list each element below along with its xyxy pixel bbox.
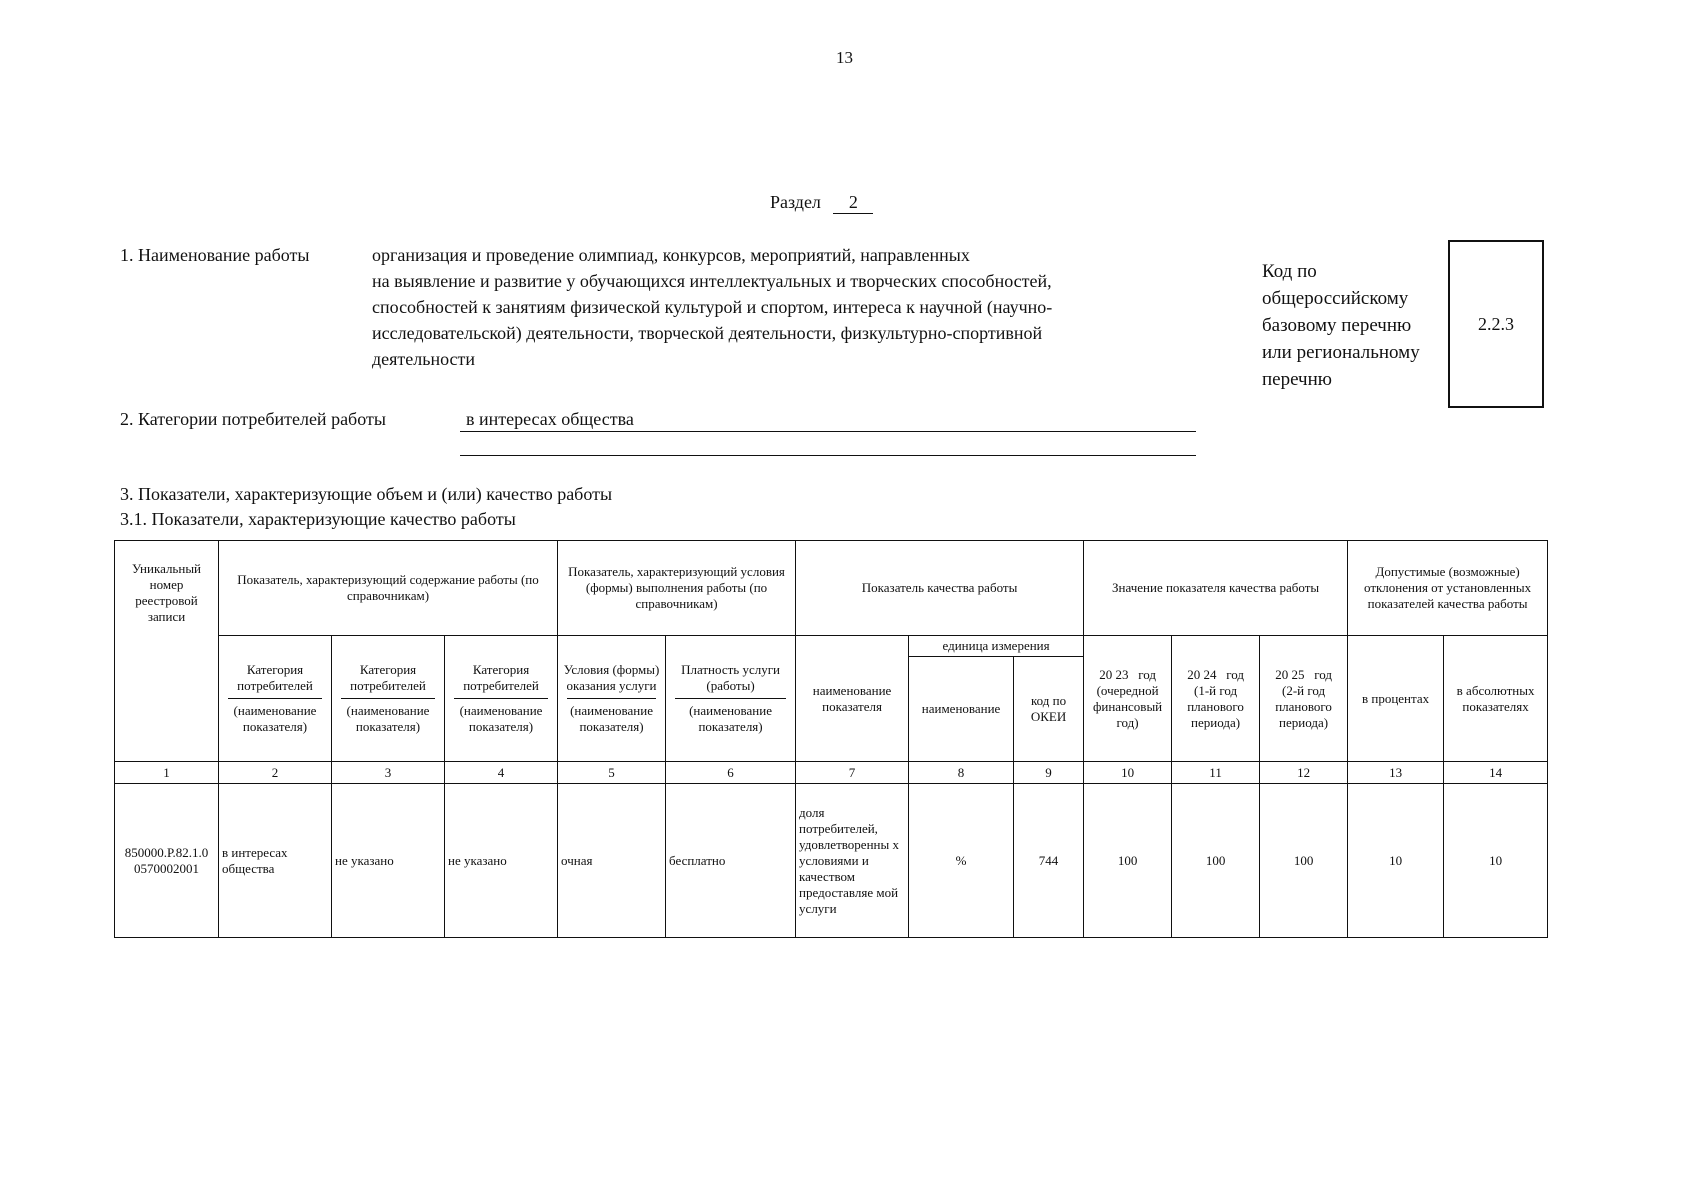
indicator-name-caption: (наименование показателя) xyxy=(228,698,322,735)
header-indicator-name: наименование показателя xyxy=(796,636,909,762)
header-quality-indicator: Показатель качества работы xyxy=(796,541,1084,636)
work-name-line: деятельности xyxy=(372,349,476,369)
consumers-underline xyxy=(460,431,1196,432)
year-2025-desc: (2-й год планового периода) xyxy=(1275,682,1332,730)
page-number: 13 xyxy=(836,48,853,67)
header-absolute: в абсолютных показателях xyxy=(1444,636,1548,762)
code-label-line: перечню xyxy=(1262,369,1332,390)
year-2023-heading: 20 23 год xyxy=(1099,666,1156,682)
consumers-value: в интересах общества xyxy=(466,409,634,429)
section-label: Раздел xyxy=(770,192,821,212)
header-unit: единица измерения xyxy=(909,636,1084,657)
table-row xyxy=(115,784,1548,938)
cell-value-2024: 100 xyxy=(1172,784,1260,938)
cell-registry-id: 850000.Р.82.1.0 0570002001 xyxy=(115,784,219,938)
cell-category-2: не указано xyxy=(332,784,445,938)
category-label: Категория потребителей xyxy=(237,662,313,693)
work-name-line: на выявление и развитие у обучающихся интеллектуальных и творческих способностей, xyxy=(372,271,1052,291)
col-number: 8 xyxy=(909,762,1014,784)
header-year-2023 xyxy=(1084,636,1172,762)
col-number: 14 xyxy=(1444,762,1548,784)
work-name-line: организация и проведение олимпиад, конкурсов, мероприятий, направленных xyxy=(372,245,970,265)
code-label-line: или региональному xyxy=(1262,342,1420,363)
col-number: 5 xyxy=(558,762,666,784)
year-2023-desc: (очередной финансовый год) xyxy=(1092,682,1163,730)
col-number: 1 xyxy=(115,762,219,784)
cell-indicator-name: доля потребителей, удовлетворенны х условиями и качеством предоставляе мой услуги xyxy=(796,784,909,938)
code-value: 2.2.3 xyxy=(1478,313,1514,334)
work-name-line: исследовательской) деятельности, творческой деятельности, физкультурно-спортивной xyxy=(372,323,1043,343)
indicators-heading: 3. Показатели, характеризующие объем и (или) качество работы xyxy=(120,484,613,504)
header-percent: в процентах xyxy=(1348,636,1444,762)
header-content-indicator: Показатель, характеризующий содержание работы (по справочникам) xyxy=(219,541,558,636)
cell-category-3: не указано xyxy=(445,784,558,938)
code-box xyxy=(1448,240,1544,408)
col-number: 6 xyxy=(666,762,796,784)
code-label xyxy=(1262,258,1442,393)
indicator-name-caption: (наименование показателя) xyxy=(567,698,656,735)
header-year-2024 xyxy=(1172,636,1260,762)
header-year-2025 xyxy=(1260,636,1348,762)
header-deviation: Допустимые (возможные) отклонения от установленных показателей качества работы xyxy=(1348,541,1548,636)
cell-value-2023: 100 xyxy=(1084,784,1172,938)
header-unique-number: Уникальный номер реестровой записи xyxy=(115,541,219,762)
cell-deviation-absolute: 10 xyxy=(1444,784,1548,938)
col-number: 3 xyxy=(332,762,445,784)
cell-value-2025: 100 xyxy=(1260,784,1348,938)
work-name-label: 1. Наименование работы xyxy=(120,245,310,265)
col-number: 9 xyxy=(1014,762,1084,784)
year-2025-heading: 20 25 год xyxy=(1275,666,1332,682)
work-name-text xyxy=(372,242,1162,372)
header-indicator-value: Значение показателя качества работы xyxy=(1084,541,1348,636)
cell-form: очная xyxy=(558,784,666,938)
header-conditions-form xyxy=(558,636,666,762)
header-okei: код по ОКЕИ xyxy=(1014,657,1084,762)
cell-okei: 744 xyxy=(1014,784,1084,938)
header-category-2 xyxy=(332,636,445,762)
section-number: 2 xyxy=(833,192,873,214)
col-number: 10 xyxy=(1084,762,1172,784)
header-category-3 xyxy=(445,636,558,762)
col-number: 12 xyxy=(1260,762,1348,784)
header-conditions-indicator: Показатель, характеризующий условия (формы) выполнения работы (по справочникам) xyxy=(558,541,796,636)
col-number: 2 xyxy=(219,762,332,784)
col-number: 4 xyxy=(445,762,558,784)
col-number: 13 xyxy=(1348,762,1444,784)
col-number: 7 xyxy=(796,762,909,784)
quality-table xyxy=(114,540,1548,938)
cell-category-1: в интересах общества xyxy=(219,784,332,938)
consumers-underline-2 xyxy=(460,455,1196,456)
category-label: Категория потребителей xyxy=(350,662,426,693)
work-name-line: способностей к занятиям физической культурой и спортом, интереса к научной (научно- xyxy=(372,297,1053,317)
indicator-name-caption: (наименование показателя) xyxy=(675,698,786,735)
category-label: Категория потребителей xyxy=(463,662,539,693)
indicator-name-caption: (наименование показателя) xyxy=(454,698,548,735)
col-number: 11 xyxy=(1172,762,1260,784)
column-numbers-row xyxy=(115,762,1548,784)
consumers-label: 2. Категории потребителей работы xyxy=(120,409,386,429)
indicator-name-caption: (наименование показателя) xyxy=(341,698,435,735)
code-label-line: общероссийскому xyxy=(1262,288,1409,309)
conditions-form-label: Условия (формы) оказания услуги xyxy=(563,662,660,693)
section-title xyxy=(770,192,873,214)
code-label-line: базовому перечню xyxy=(1262,315,1412,336)
header-unit-name: наименование xyxy=(909,657,1014,762)
cell-paid: бесплатно xyxy=(666,784,796,938)
quality-heading: 3.1. Показатели, характеризующие качество работы xyxy=(120,509,516,529)
year-2024-heading: 20 24 год xyxy=(1187,666,1244,682)
header-category-1 xyxy=(219,636,332,762)
code-label-line: Код по xyxy=(1262,261,1317,282)
cell-deviation-percent: 10 xyxy=(1348,784,1444,938)
header-paid xyxy=(666,636,796,762)
paid-label: Платность услуги (работы) xyxy=(681,662,781,693)
cell-unit: % xyxy=(909,784,1014,938)
year-2024-desc: (1-й год планового периода) xyxy=(1187,682,1244,730)
